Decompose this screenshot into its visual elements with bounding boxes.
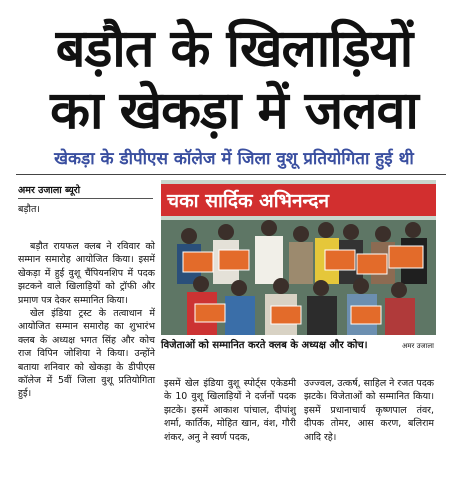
section-rule (16, 174, 446, 175)
article-column-2 (164, 377, 296, 444)
photo-caption (161, 337, 436, 355)
dateline: बड़ौत। (18, 204, 40, 215)
caption-text: विजेताओं को सम्मानित करते क्लब के अध्यक्ष और कोच। (161, 340, 368, 351)
headline-line-1: बड़ौत के खिलाड़ियों (55, 19, 413, 79)
headline-line-2: का खेकड़ा में जलवा (50, 81, 418, 141)
group-photo (161, 180, 436, 335)
article-paragraph: खेल इंडिया ट्रस्ट के तत्वाधान में आयोजित सम्मान समारोह का शुभारंभ क्लब के अध्यक्ष भगत सिंह और कोच राज विपिन जोशिया ने किया। उन्होंने बताया शनिवार को खेकड़ा के डीपीएस कॉलेज में 5वीं जिला वुशू प्रतियोगिता हुई। (18, 308, 155, 400)
group-photo-illustration (161, 180, 436, 335)
article-paragraph: उज्ज्वल, उत्कर्ष, साहिल ने रजत पदक झटके। विजेताओं को सम्मानित किया। इसमें प्रधानाचार्य कृष्णपाल तंवर, दीपक तोमर, आस करण, बलिराम आदि रहे। (304, 378, 434, 443)
subheadline: खेकड़ा के डीपीएस कॉलेज में जिला वुशू प्रतियोगिता हुई थी (54, 149, 414, 169)
article-paragraph: इसमें खेल इंडिया वुशू स्पोर्ट्स एकेडमी के 10 वुशू खिलाड़ियों ने दर्जनों पदक झटके। इसमें आकाश पांचाल, दीपांशु शर्मा, कार्तिक, मोहित खान, वंश, गौरी शंकर, अनु ने स्वर्ण पदक, (164, 378, 296, 443)
banner-text: चका सार्दिक अभिनन्दन (167, 190, 330, 212)
article-column-3 (304, 377, 434, 444)
article-paragraph: बड़ौत रायफल क्लब ने रविवार को सम्मान समारोह आयोजित किया। इसमें खेकड़ा में हुई वुशू चैंपियनशिप में पदक झटकने वाले खिलाड़ियों को ट्रॉफी और प्रमाण पत्र देकर सम्मानित किया। (18, 241, 155, 306)
photo-credit: अमर उजाला (401, 342, 434, 350)
byline: अमर उजाला ब्यूरो (18, 183, 153, 199)
article-column-1 (18, 240, 155, 401)
